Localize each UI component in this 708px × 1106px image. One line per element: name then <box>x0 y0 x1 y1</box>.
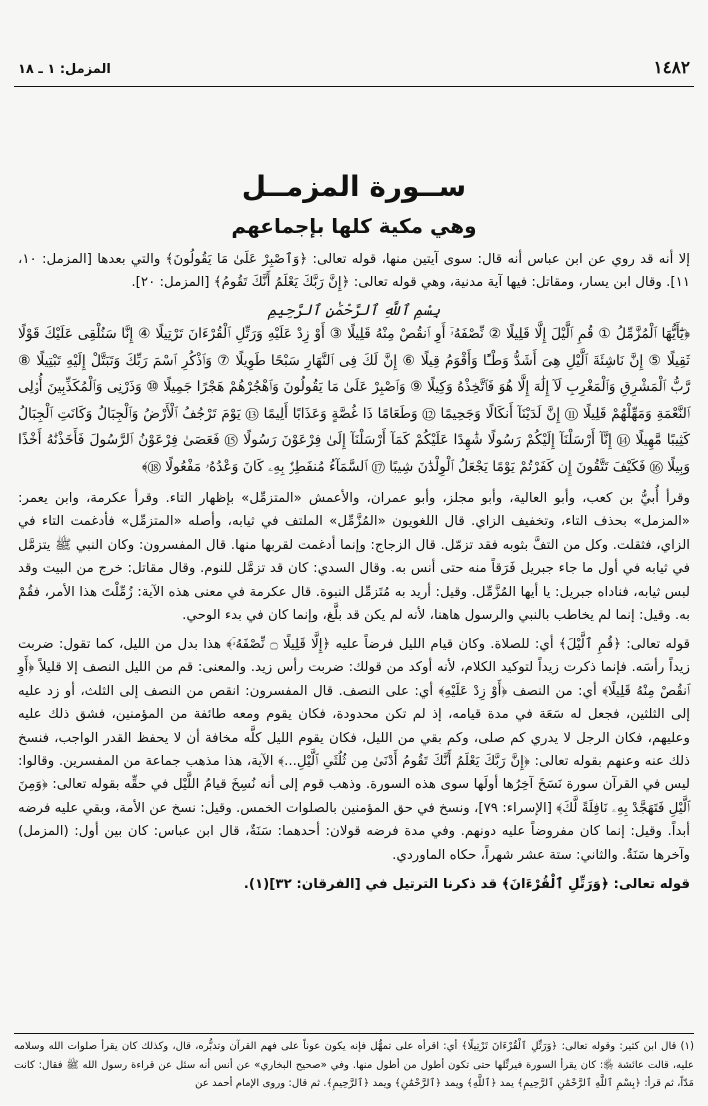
basmala: بِسْمِ ٱللَّهِ ٱلرَّحْمَٰنِ ٱلرَّحِيمِ <box>267 301 441 319</box>
surah-subtitle: وهي مكية كلها بإجماعهم <box>231 214 477 238</box>
quran-verses: ﴿يَٰٓأَيُّهَا ٱلْمُزَّمِّلُ ① قُمِ ٱلَّيْلَ إِلَّا قَلِيلًا ② نِّصْفَهُۥٓ أَوِ ٱنقُصْ مِنْهُ قَلِيلًا ③ أَوْ زِدْ عَلَيْهِ وَرَتِّلِ ٱلْقُرْءَانَ تَرْتِيلًا ④ إِنَّا سَنُلْقِى عَلَيْكَ قَوْلًا ثَقِيلًا ⑤ إِنَّ نَاشِئَةَ ٱلَّيْلِ هِىَ أَشَدُّ وَطْـًٔا وَأَقْوَمُ قِيلًا ⑥ إِنَّ لَكَ فِى ٱلنَّهَارِ سَبْحًا طَوِيلًا ⑦ وَٱذْكُرِ ٱسْمَ رَبِّكَ وَتَبَتَّلْ إِلَيْهِ تَبْتِيلًا ⑧ رَّبُّ ٱلْمَشْرِقِ وَٱلْمَغْرِبِ لَآ إِلَٰهَ إِلَّا هُوَ فَٱتَّخِذْهُ وَكِيلًا ⑨ وَٱصْبِرْ عَلَىٰ مَا يَقُولُونَ وَٱهْجُرْهُمْ هَجْرًا جَمِيلًا ⑩ وَذَرْنِى وَٱلْمُكَذِّبِينَ أُو۟لِى ٱلنَّعْمَةِ وَمَهِّلْهُمْ قَلِيلًا ⑪ إِنَّ لَدَيْنَآ أَنكَالًا وَجَحِيمًا ⑫ وَطَعَامًا ذَا غُصَّةٍ وَعَذَابًا أَلِيمًا ⑬ يَوْمَ تَرْجُفُ ٱلْأَرْضُ وَٱلْجِبَالُ وَكَانَتِ ٱلْجِبَالُ كَثِيبًا مَّهِيلًا ⑭ إِنَّآ أَرْسَلْنَآ إِلَيْكُمْ رَسُولًا شَٰهِدًا عَلَيْكُمْ كَمَآ أَرْسَلْنَآ إِلَىٰ فِرْعَوْنَ رَسُولًا ⑮ فَعَصَىٰ فِرْعَوْنُ ٱلرَّسُولَ فَأَخَذْنَٰهُ أَخْذًا وَبِيلًا ⑯ فَكَيْفَ تَتَّقُونَ إِن كَفَرْتُمْ يَوْمًا يَجْعَلُ ٱلْوِلْدَٰنَ شِيبًا ⑰ ٱلسَّمَآءُ مُنفَطِرٌۢ بِهِۦ كَانَ وَعْدُهُۥ مَفْعُولًا ⑱﴾ <box>18 326 690 475</box>
intro-paragraph: إلا أنه قد روي عن ابن عباس أنه قال: سوى آيتين منها، قوله تعالى: ﴿وَٱصْبِرْ عَلَىٰ مَا يَقُولُونَ﴾ والتي بعدها [المزمل: ١٠، ١١]. وقال ابن يسار، ومقاتل: فيها آية مدنية، وهي قوله تعالى: ﴿إِنَّ رَبَّكَ يَعْلَمُ أَنَّكَ تَقُومُ﴾ [المزمل: ٢٠]. <box>18 252 690 291</box>
commentary-paragraph-2: قوله تعالى: ﴿قُمِ ٱلَّيْلَ﴾ أي: للصلاة. وكان قيام الليل فرضاً عليه ﴿إِلَّا قَلِيلًا ۝ نِّصْفَهُۥٓ﴾ هذا بدل من الليل، كما تقول: ضربت زيداً رأسَه. فإنما ذكرت زيداً لتوكيد الكلام، لأنه أوكد من قولك: ضربت رأس زيد. والمعنى: قم من الليل النصف إلا قليلاً ﴿أَوِ ٱنقُصْ مِنْهُ قَلِيلًا﴾ أي: من النصف ﴿أَوْ زِدْ عَلَيْهِ﴾ أي: على النصف. قال المفسرون: انقص من النصف إلى الثلث، أو زد عليه إلى الثلثين، فجعل له سَعَة في مدة قيامه، إذ لم تكن محدودة، فكان يقوم ومعه طائفة من المؤمنين، فشق ذلك عليه وعليهم، فكان الرجل لا يدري كم صلى، وكم بقي من الليل، فكان يقوم الليل كلَّه مخافة أن لا يحفظ القدر الواجب، فنسخ ذلك عنه وعنهم بقوله تعالى: ﴿إِنَّ رَبَّكَ يَعْلَمُ أَنَّكَ تَقُومُ أَدْنَىٰ مِن ثُلُثَىِ ٱلَّيْلِ...﴾ الآية، هذا مذهب جماعة من المفسرين. وقالوا: ليس في القرآن سورة نَسَخَ آخِرُها أولَها سوى هذه السورة. وذهب قوم إلى أنه نُسِخَ قيامُ اللَّيْل في حقِّه بقوله تعالى: ﴿وَمِنَ ٱلَّيْلِ فَتَهَجَّدْ بِهِۦ نَافِلَةً لَّكَ﴾ [الإسراء: ٧٩]، ونسخ في حق المؤمنين بالصلوات الخمس. وقيل: نسخ عن الأمة، وبقي عليه فرضه أبداً. وقيل: إنما كان مفروضاً عليه دونهم. وفي مدة فرضه قولان: أحدهما: سَنَةٌ، قال ابن عباس: كان بين أول: (المزمل) وآخرها سَنَةٌ. والثاني: ستة عشر شهراً، حكاه الماوردي. <box>18 637 691 863</box>
header-rule <box>14 86 694 87</box>
surah-title: ســورة المزمــل <box>241 170 467 203</box>
footnote-rule <box>14 1033 694 1034</box>
running-header-range: المزمل: ١ ـ ١٨ <box>18 62 111 77</box>
commentary-paragraph-1: وقرأ أُبيُّ بن كعب، وأبو العالية، وأبو مجلز، وأبو عمران، والأعمش «المتزمِّل» بإظهار التاء. وقرأ عكرمة، وابن يعمر: «المزمل» بحذف التاء، وتخفيف الزاي. قال اللغويون «المُزَّمِّل» الملتف في ثيابه، وأصله «المتزمِّل» فأدغمت التاء في الزاي، فثقلت. وكل من التفَّ بثوبه فقد تزمّل. قال الزجاج: وإنما أدغمت لقربها منها. قال المفسرون: وكان النبي ﷺ يتزمَّل في ثيابه في أول ما جاء جبريل فَرَقاً منه حتى أنس به. وقال السدي: كان قد تزمَّل للنوم. وقال مقاتل: خرج من البيت وقد لبس ثيابه، فناداه جبريل: يا أيها المُزَّمِّل. وقيل: أريد به مُتَزمِّل النبوة. قال عكرمة في معنى هذه الآية: زُمِّلْتَ هذا الأمر، فقُمْ به. وقيل: إنما لم يخاطب بالنبي والرسول هاهنا، لأنه لم يكن قد بلَّغ، وإنما كان في بدء الوحي. <box>18 491 690 624</box>
page-number: ١٤٨٢ <box>653 58 690 78</box>
footnote: (١) قال ابن كثير: وقوله تعالى: ﴿وَرَتِّلِ ٱلْقُرْءَانَ تَرْتِيلًا﴾ أي: اقرأه على تمهُّل فإنه يكون عوناً على فهم القرآن وتدبُّره، قال، وكذلك كان يقرأ صلوات الله وسلامه عليه، قالت عائشة ﵂: كان يقرأ السورة فيرتِّلها حتى تكون أطول من أطول منها. وفي «صحيح البخاري» عن أنس أنه سئل عن قراءة رسول الله ﷺ فقال: كانت مَدّاً، ثم قرأ: ﴿بِسْمِ ٱللَّهِ ٱلرَّحْمَٰنِ ٱلرَّحِيمِ﴾ يمد ﴿ٱللَّهِ﴾ ويمد ﴿ٱلرَّحْمَٰنِ﴾ ويمد ﴿ٱلرَّحِيمِ﴾. ثم قال: وروى الإمام أحمد عن <box>14 1041 694 1090</box>
commentary-paragraph-3: قوله تعالى: ﴿وَرَتِّلِ ٱلْقُرْءَانَ﴾ قد ذكرنا الترتيل في [الفرقان: ٣٢](١). <box>243 877 690 892</box>
